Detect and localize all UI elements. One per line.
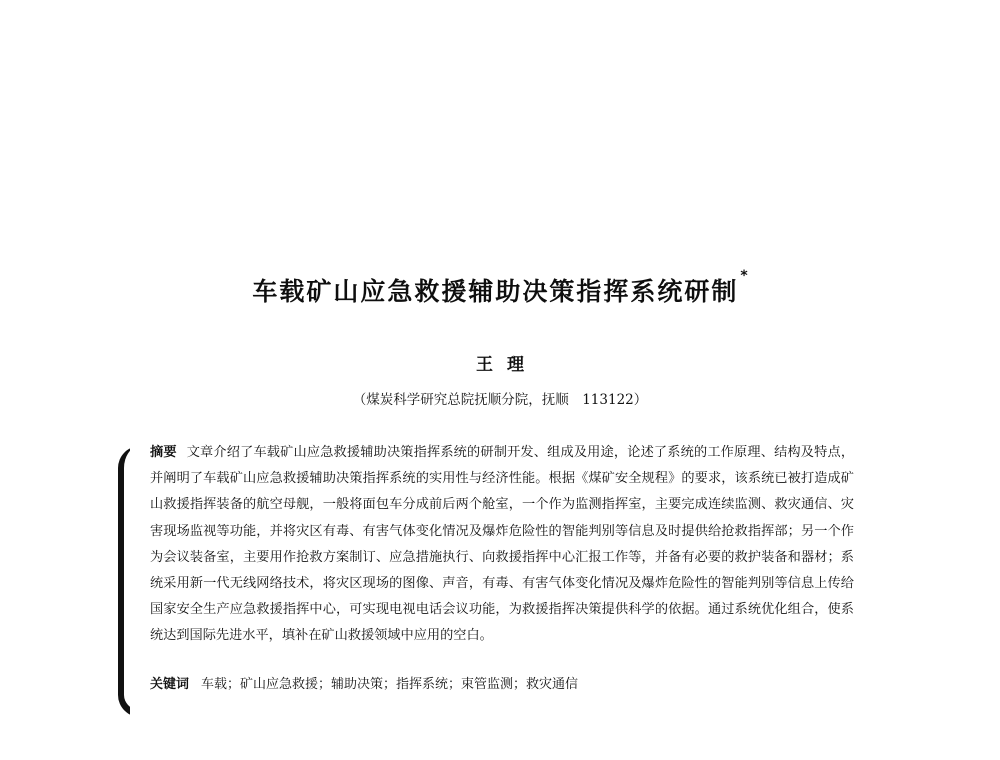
abstract-label: 摘要 [150, 445, 177, 460]
author-affiliation: （煤炭科学研究总院抚顺分院，抚顺 113122） [352, 392, 648, 408]
abstract-text: 文章介绍了车载矿山应急救援辅助决策指挥系统的研制开发、组成及用途，论述了系统的工作原理、结构及特点，并阐明了车载矿山应急救援辅助决策指挥系统的实用性与经济性能。根据《煤矿安全规程》的要求，该系统已被打造成矿山救援指挥装备的航空母舰，一般将面包车分成前后两个舱室，一个作为监测指挥室，主要完成连续监测、救灾通信、灾害现场监视等功能，并将灾区有毒、有害气体变化情况及爆炸危险性的智能判别等信息及时提供给抢救指挥部；另一个作为会议装备室，主要用作抢救方案制订、应急措施执行、向救援指挥中心汇报工作等，并备有必要的救护装备和器材；系统采用新一代无线网络技术，将灾区现场的图像、声音，有毒、有害气体变化情况及爆炸危险性的智能判别等信息上传给国家安全生产应急救援指挥中心，可实现电视电话会议功能，为救援指挥决策提供科学的依据。通过系统优化组合，使系统达到国际先进水平，填补在矿山救援领域中应用的空白。 [150, 445, 854, 644]
title-footnote-mark: * [740, 268, 748, 284]
paper-title-text: 车载矿山应急救援辅助决策指挥系统研制 [252, 277, 739, 306]
abstract-block [128, 440, 852, 708]
author-name: 王理 [476, 355, 538, 375]
keywords-text: 车载；矿山应急救援；辅助决策；指挥系统；束管监测；救灾通信 [201, 677, 579, 692]
paper-title [0, 268, 1000, 308]
abstract [150, 440, 854, 650]
keywords-label: 关键词 [150, 677, 190, 692]
keywords [150, 674, 854, 696]
